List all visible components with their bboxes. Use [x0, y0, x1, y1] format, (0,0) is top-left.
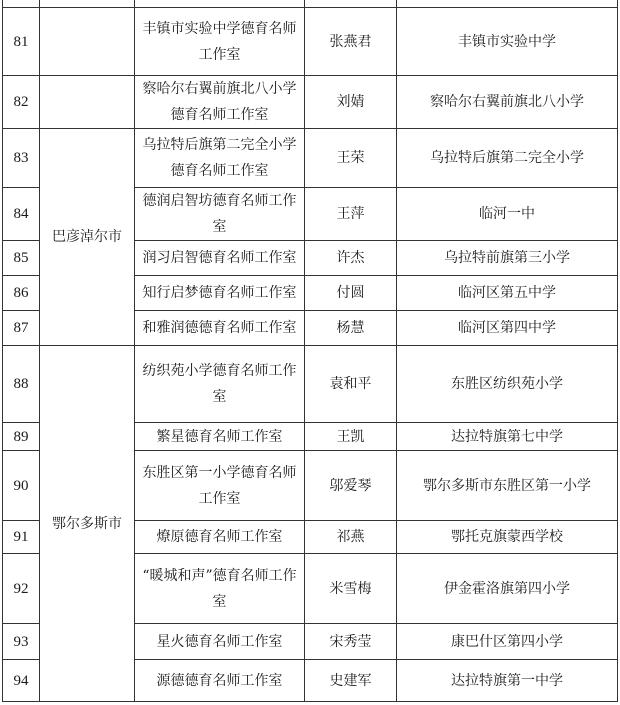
leader-name: 刘婧	[305, 76, 397, 129]
leader-name: 张燕君	[305, 8, 397, 76]
city-bayannur: 巴彦淖尔市	[40, 129, 135, 346]
school-name: 伊金霍洛旗第四小学	[397, 554, 618, 624]
cell-empty	[305, 0, 397, 8]
school-name: 乌拉特后旗第二完全小学	[397, 129, 618, 188]
studio-name: 源德德育名师工作室	[135, 660, 305, 702]
row-number: 91	[3, 521, 40, 554]
row-number: 85	[3, 241, 40, 276]
row-number: 90	[3, 451, 40, 521]
leader-name: 邬爱琴	[305, 451, 397, 521]
school-name: 乌拉特前旗第三小学	[397, 241, 618, 276]
cell-empty	[3, 0, 40, 8]
table-row	[3, 76, 618, 129]
school-name: 鄂尔多斯市东胜区第一小学	[397, 451, 618, 521]
table-row-top	[3, 0, 618, 8]
cell-empty	[397, 0, 618, 8]
school-name: 达拉特旗第一中学	[397, 660, 618, 702]
studio-name: 丰镇市实验中学德育名师工作室	[135, 8, 305, 76]
table-row	[3, 8, 618, 76]
studio-table	[2, 0, 618, 702]
table-row	[3, 129, 618, 188]
school-name: 临河一中	[397, 188, 618, 241]
row-number: 83	[3, 129, 40, 188]
studio-name: 知行启梦德育名师工作室	[135, 276, 305, 311]
school-name: 临河区第五中学	[397, 276, 618, 311]
leader-name: 付圆	[305, 276, 397, 311]
studio-name: 和雅润德德育名师工作室	[135, 311, 305, 346]
leader-name: 祁燕	[305, 521, 397, 554]
studio-name: 繁星德育名师工作室	[135, 423, 305, 451]
leader-name: 米雪梅	[305, 554, 397, 624]
row-number: 87	[3, 311, 40, 346]
school-name: 丰镇市实验中学	[397, 8, 618, 76]
leader-name: 史建军	[305, 660, 397, 702]
leader-name: 袁和平	[305, 346, 397, 423]
row-number: 88	[3, 346, 40, 423]
studio-name: 察哈尔右翼前旗北八小学德育名师工作室	[135, 76, 305, 129]
table-row	[3, 346, 618, 423]
cell-empty	[40, 0, 135, 8]
leader-name: 许杰	[305, 241, 397, 276]
city-cell-empty	[40, 76, 135, 129]
row-number: 89	[3, 423, 40, 451]
leader-name: 王凯	[305, 423, 397, 451]
school-name: 达拉特旗第七中学	[397, 423, 618, 451]
row-number: 94	[3, 660, 40, 702]
studio-name: “暖城和声”德育名师工作室	[135, 554, 305, 624]
school-name: 康巴什区第四小学	[397, 624, 618, 660]
studio-name: 星火德育名师工作室	[135, 624, 305, 660]
leader-name: 杨慧	[305, 311, 397, 346]
studio-name: 德润启智坊德育名师工作室	[135, 188, 305, 241]
row-number: 93	[3, 624, 40, 660]
leader-name: 王萍	[305, 188, 397, 241]
studio-name: 燎原德育名师工作室	[135, 521, 305, 554]
row-number: 82	[3, 76, 40, 129]
studio-name: 润习启智德育名师工作室	[135, 241, 305, 276]
row-number: 86	[3, 276, 40, 311]
row-number: 81	[3, 8, 40, 76]
cell-empty	[135, 0, 305, 8]
studio-name: 东胜区第一小学德育名师工作室	[135, 451, 305, 521]
school-name: 鄂托克旗蒙西学校	[397, 521, 618, 554]
row-number: 84	[3, 188, 40, 241]
leader-name: 宋秀莹	[305, 624, 397, 660]
city-ordos: 鄂尔多斯市	[40, 346, 135, 702]
city-cell-empty	[40, 8, 135, 76]
row-number: 92	[3, 554, 40, 624]
leader-name: 王荣	[305, 129, 397, 188]
school-name: 东胜区纺织苑小学	[397, 346, 618, 423]
school-name: 临河区第四中学	[397, 311, 618, 346]
studio-name: 纺织苑小学德育名师工作室	[135, 346, 305, 423]
studio-name: 乌拉特后旗第二完全小学德育名师工作室	[135, 129, 305, 188]
school-name: 察哈尔右翼前旗北八小学	[397, 76, 618, 129]
